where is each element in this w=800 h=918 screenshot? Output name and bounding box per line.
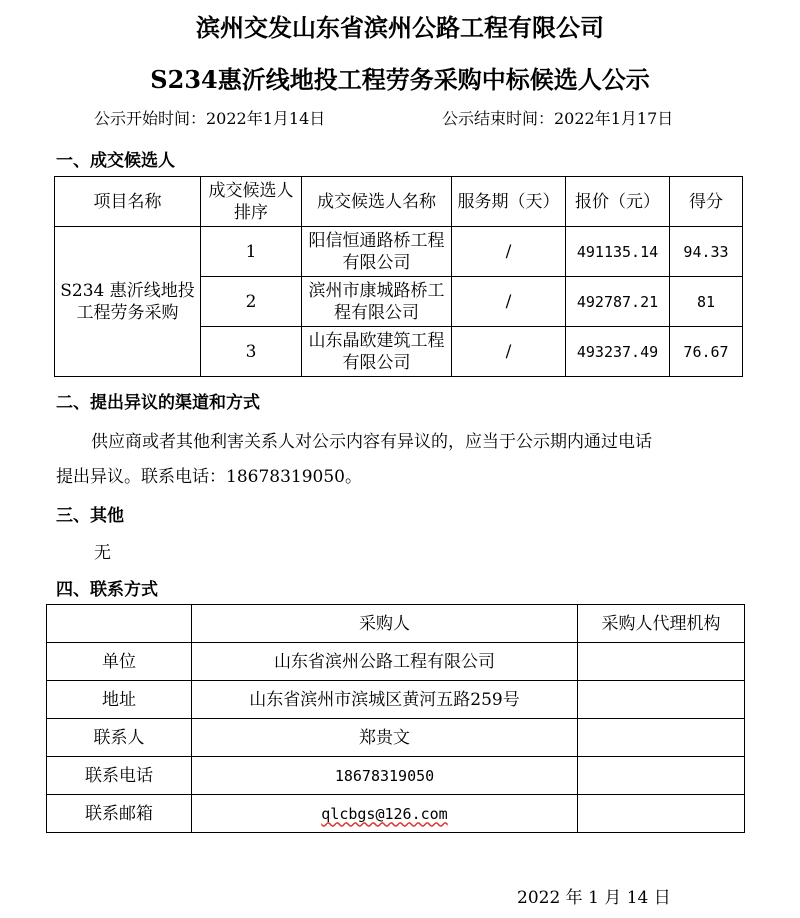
purchaser-cell: 山东省滨州市滨城区黄河五路259号 — [192, 681, 578, 719]
section-2-heading: 二、提出异议的渠道和方式 — [56, 393, 260, 413]
header-price: 报价（元） — [566, 177, 670, 227]
service-period-cell: / — [452, 227, 566, 277]
table-row — [47, 719, 745, 757]
contact-label-cell: 联系人 — [47, 719, 192, 757]
candidate-table-header — [55, 177, 743, 227]
section-1-heading: 一、成交候选人 — [56, 151, 175, 171]
header-project-name: 项目名称 — [55, 177, 201, 227]
contact-header-blank — [47, 605, 192, 643]
price-cell: 492787.21 — [566, 277, 670, 327]
objection-text-line-2: 提出异议。联系电话：18678319050。 — [56, 467, 362, 487]
objection-text-line-1: 供应商或者其他利害关系人对公示内容有异议的，应当于公示期内通过电话 — [91, 432, 652, 452]
email-text: qlcbgs@126.com — [321, 804, 448, 823]
rank-cell: 2 — [201, 277, 302, 327]
price-cell: 491135.14 — [566, 227, 670, 277]
table-row — [47, 795, 745, 833]
document-title: 滨州交发山东省滨州公路工程有限公司 — [196, 13, 604, 42]
agent-cell — [578, 643, 745, 681]
document-subtitle: S234惠沂线地投工程劳务采购中标候选人公示 — [150, 65, 650, 94]
notice-end-time: 公示结束时间：2022年1月17日 — [442, 109, 674, 128]
contact-label-cell: 地址 — [47, 681, 192, 719]
header-candidate-name: 成交候选人名称 — [302, 177, 452, 227]
score-cell: 94.33 — [670, 227, 743, 277]
service-period-cell: / — [452, 277, 566, 327]
purchaser-cell: 郑贵文 — [192, 719, 578, 757]
contact-label-cell: 联系电话 — [47, 757, 192, 795]
table-row — [47, 681, 745, 719]
notice-start-time: 公示开始时间：2022年1月14日 — [94, 109, 326, 128]
score-cell: 81 — [670, 277, 743, 327]
agent-cell — [578, 681, 745, 719]
table-row — [47, 757, 745, 795]
contact-label-cell: 单位 — [47, 643, 192, 681]
rank-cell: 3 — [201, 327, 302, 377]
table-row — [55, 227, 743, 277]
project-name-cell: S234 惠沂线地投工程劳务采购 — [55, 227, 201, 377]
contact-label-cell: 联系邮箱 — [47, 795, 192, 833]
price-cell: 493237.49 — [566, 327, 670, 377]
service-period-cell: / — [452, 327, 566, 377]
rank-cell: 1 — [201, 227, 302, 277]
header-score: 得分 — [670, 177, 743, 227]
table-row — [47, 643, 745, 681]
score-cell: 76.67 — [670, 327, 743, 377]
section-3-heading: 三、其他 — [56, 506, 124, 526]
purchaser-cell: 18678319050 — [192, 757, 578, 795]
candidate-table — [54, 176, 743, 377]
contact-table-header — [47, 605, 745, 643]
section-4-heading: 四、联系方式 — [56, 580, 158, 600]
purchaser-cell — [192, 795, 578, 833]
candidate-name-cell: 山东晶欧建筑工程有限公司 — [302, 327, 452, 377]
agent-cell — [578, 795, 745, 833]
candidate-name-cell: 阳信恒通路桥工程有限公司 — [302, 227, 452, 277]
agent-cell — [578, 719, 745, 757]
candidate-name-cell: 滨州市康城路桥工程有限公司 — [302, 277, 452, 327]
footer-date: 2022 年 1 月 14 日 — [517, 888, 671, 908]
contact-table — [46, 604, 745, 833]
header-rank: 成交候选人排序 — [201, 177, 302, 227]
agent-cell — [578, 757, 745, 795]
header-agent: 采购人代理机构 — [578, 605, 745, 643]
header-purchaser: 采购人 — [192, 605, 578, 643]
header-service-period: 服务期（天） — [452, 177, 566, 227]
purchaser-cell: 山东省滨州公路工程有限公司 — [192, 643, 578, 681]
other-text: 无 — [94, 543, 111, 563]
